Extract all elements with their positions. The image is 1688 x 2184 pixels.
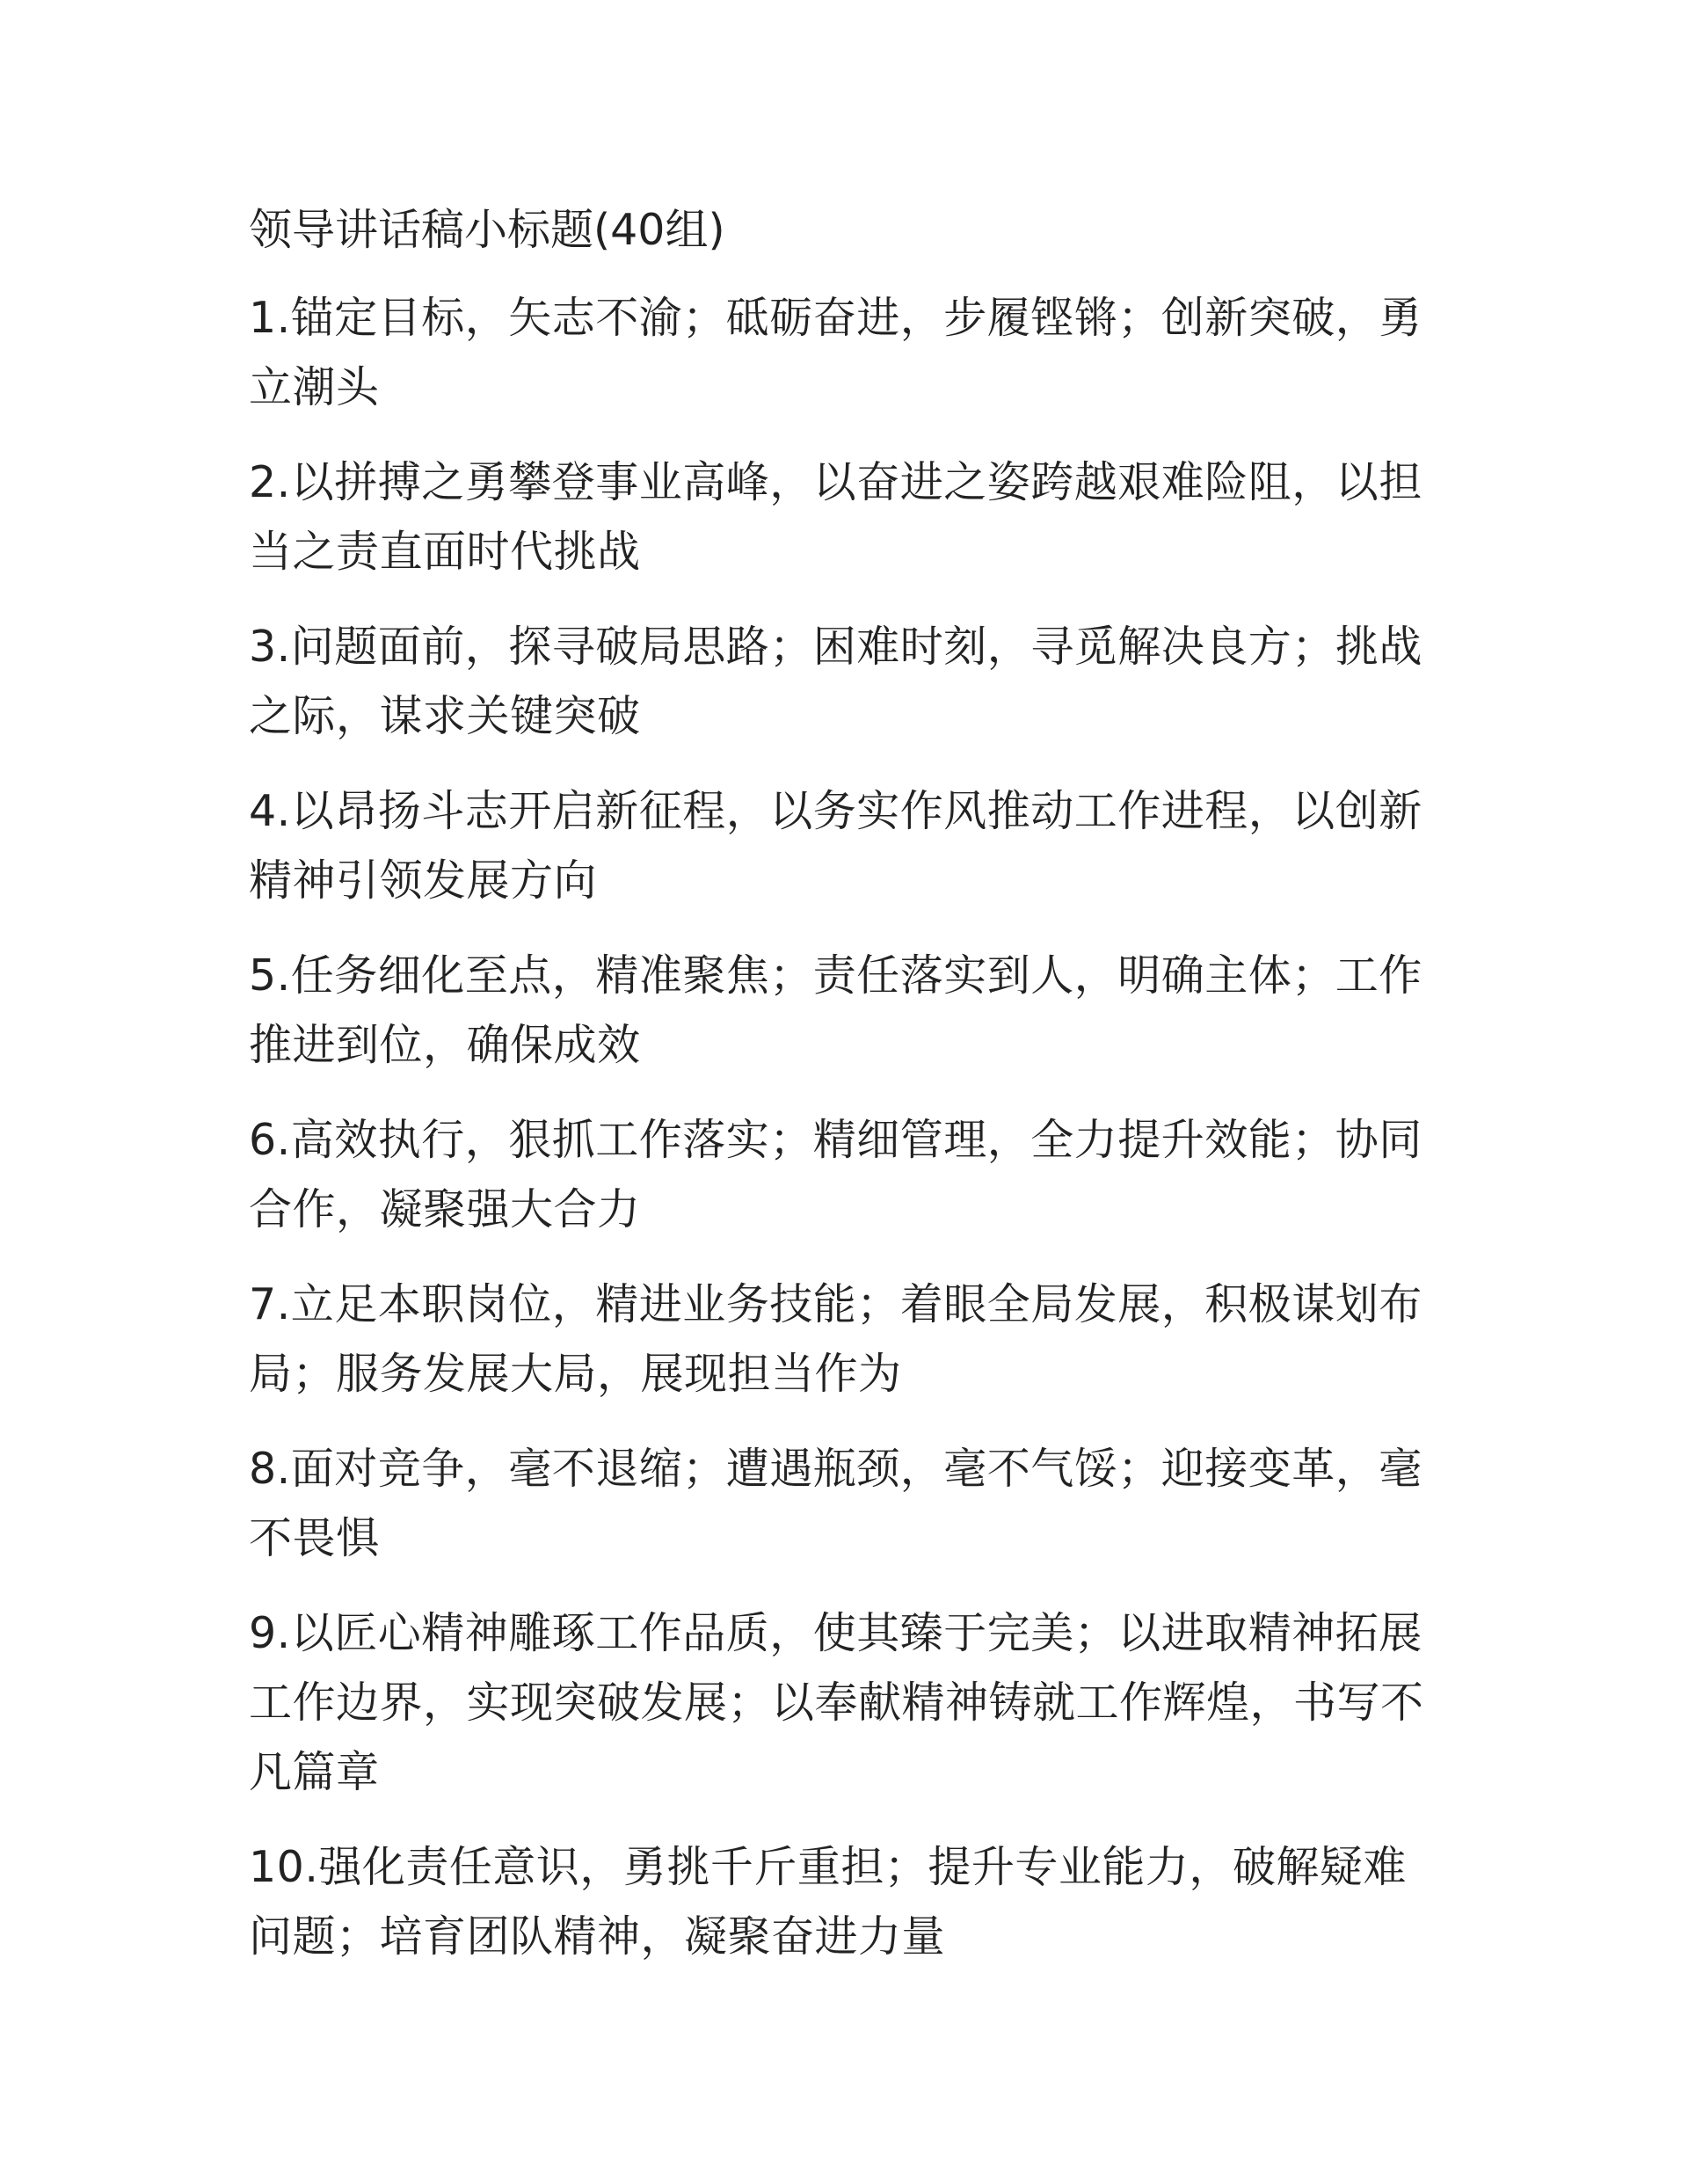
list-item: 9.以匠心精神雕琢工作品质，使其臻于完美；以进取精神拓展工作边界，实现突破发展；以奉献精神铸就工作辉煌，书写不凡篇章 bbox=[249, 1608, 1424, 1797]
list-item: 4.以昂扬斗志开启新征程，以务实作风推动工作进程，以创新精神引领发展方向 bbox=[249, 786, 1422, 906]
document-page bbox=[249, 193, 1444, 1997]
list-item: 3.问题面前，探寻破局思路；困难时刻，寻觅解决良方；挑战之际，谋求关键突破 bbox=[249, 622, 1422, 741]
list-item: 2.以拼搏之勇攀登事业高峰，以奋进之姿跨越艰难险阻，以担当之责直面时代挑战 bbox=[249, 457, 1422, 577]
list-item: 7.立足本职岗位，精进业务技能；着眼全局发展，积极谋划布局；服务发展大局，展现担当作为 bbox=[249, 1279, 1422, 1399]
list-item: 10.强化责任意识，勇挑千斤重担；提升专业能力，破解疑难问题；培育团队精神，凝聚奋进力量 bbox=[249, 1842, 1407, 1962]
document-title: 领导讲话稿小标题(40组) bbox=[249, 205, 725, 255]
list-item: 1.锚定目标，矢志不渝；砥砺奋进，步履铿锵；创新突破，勇立潮头 bbox=[249, 293, 1422, 412]
list-item: 6.高效执行，狠抓工作落实；精细管理，全力提升效能；协同合作，凝聚强大合力 bbox=[249, 1115, 1422, 1234]
list-item: 5.任务细化至点，精准聚焦；责任落实到人，明确主体；工作推进到位，确保成效 bbox=[249, 950, 1422, 1070]
list-item: 8.面对竞争，毫不退缩；遭遇瓶颈，毫不气馁；迎接变革，毫不畏惧 bbox=[249, 1444, 1422, 1563]
